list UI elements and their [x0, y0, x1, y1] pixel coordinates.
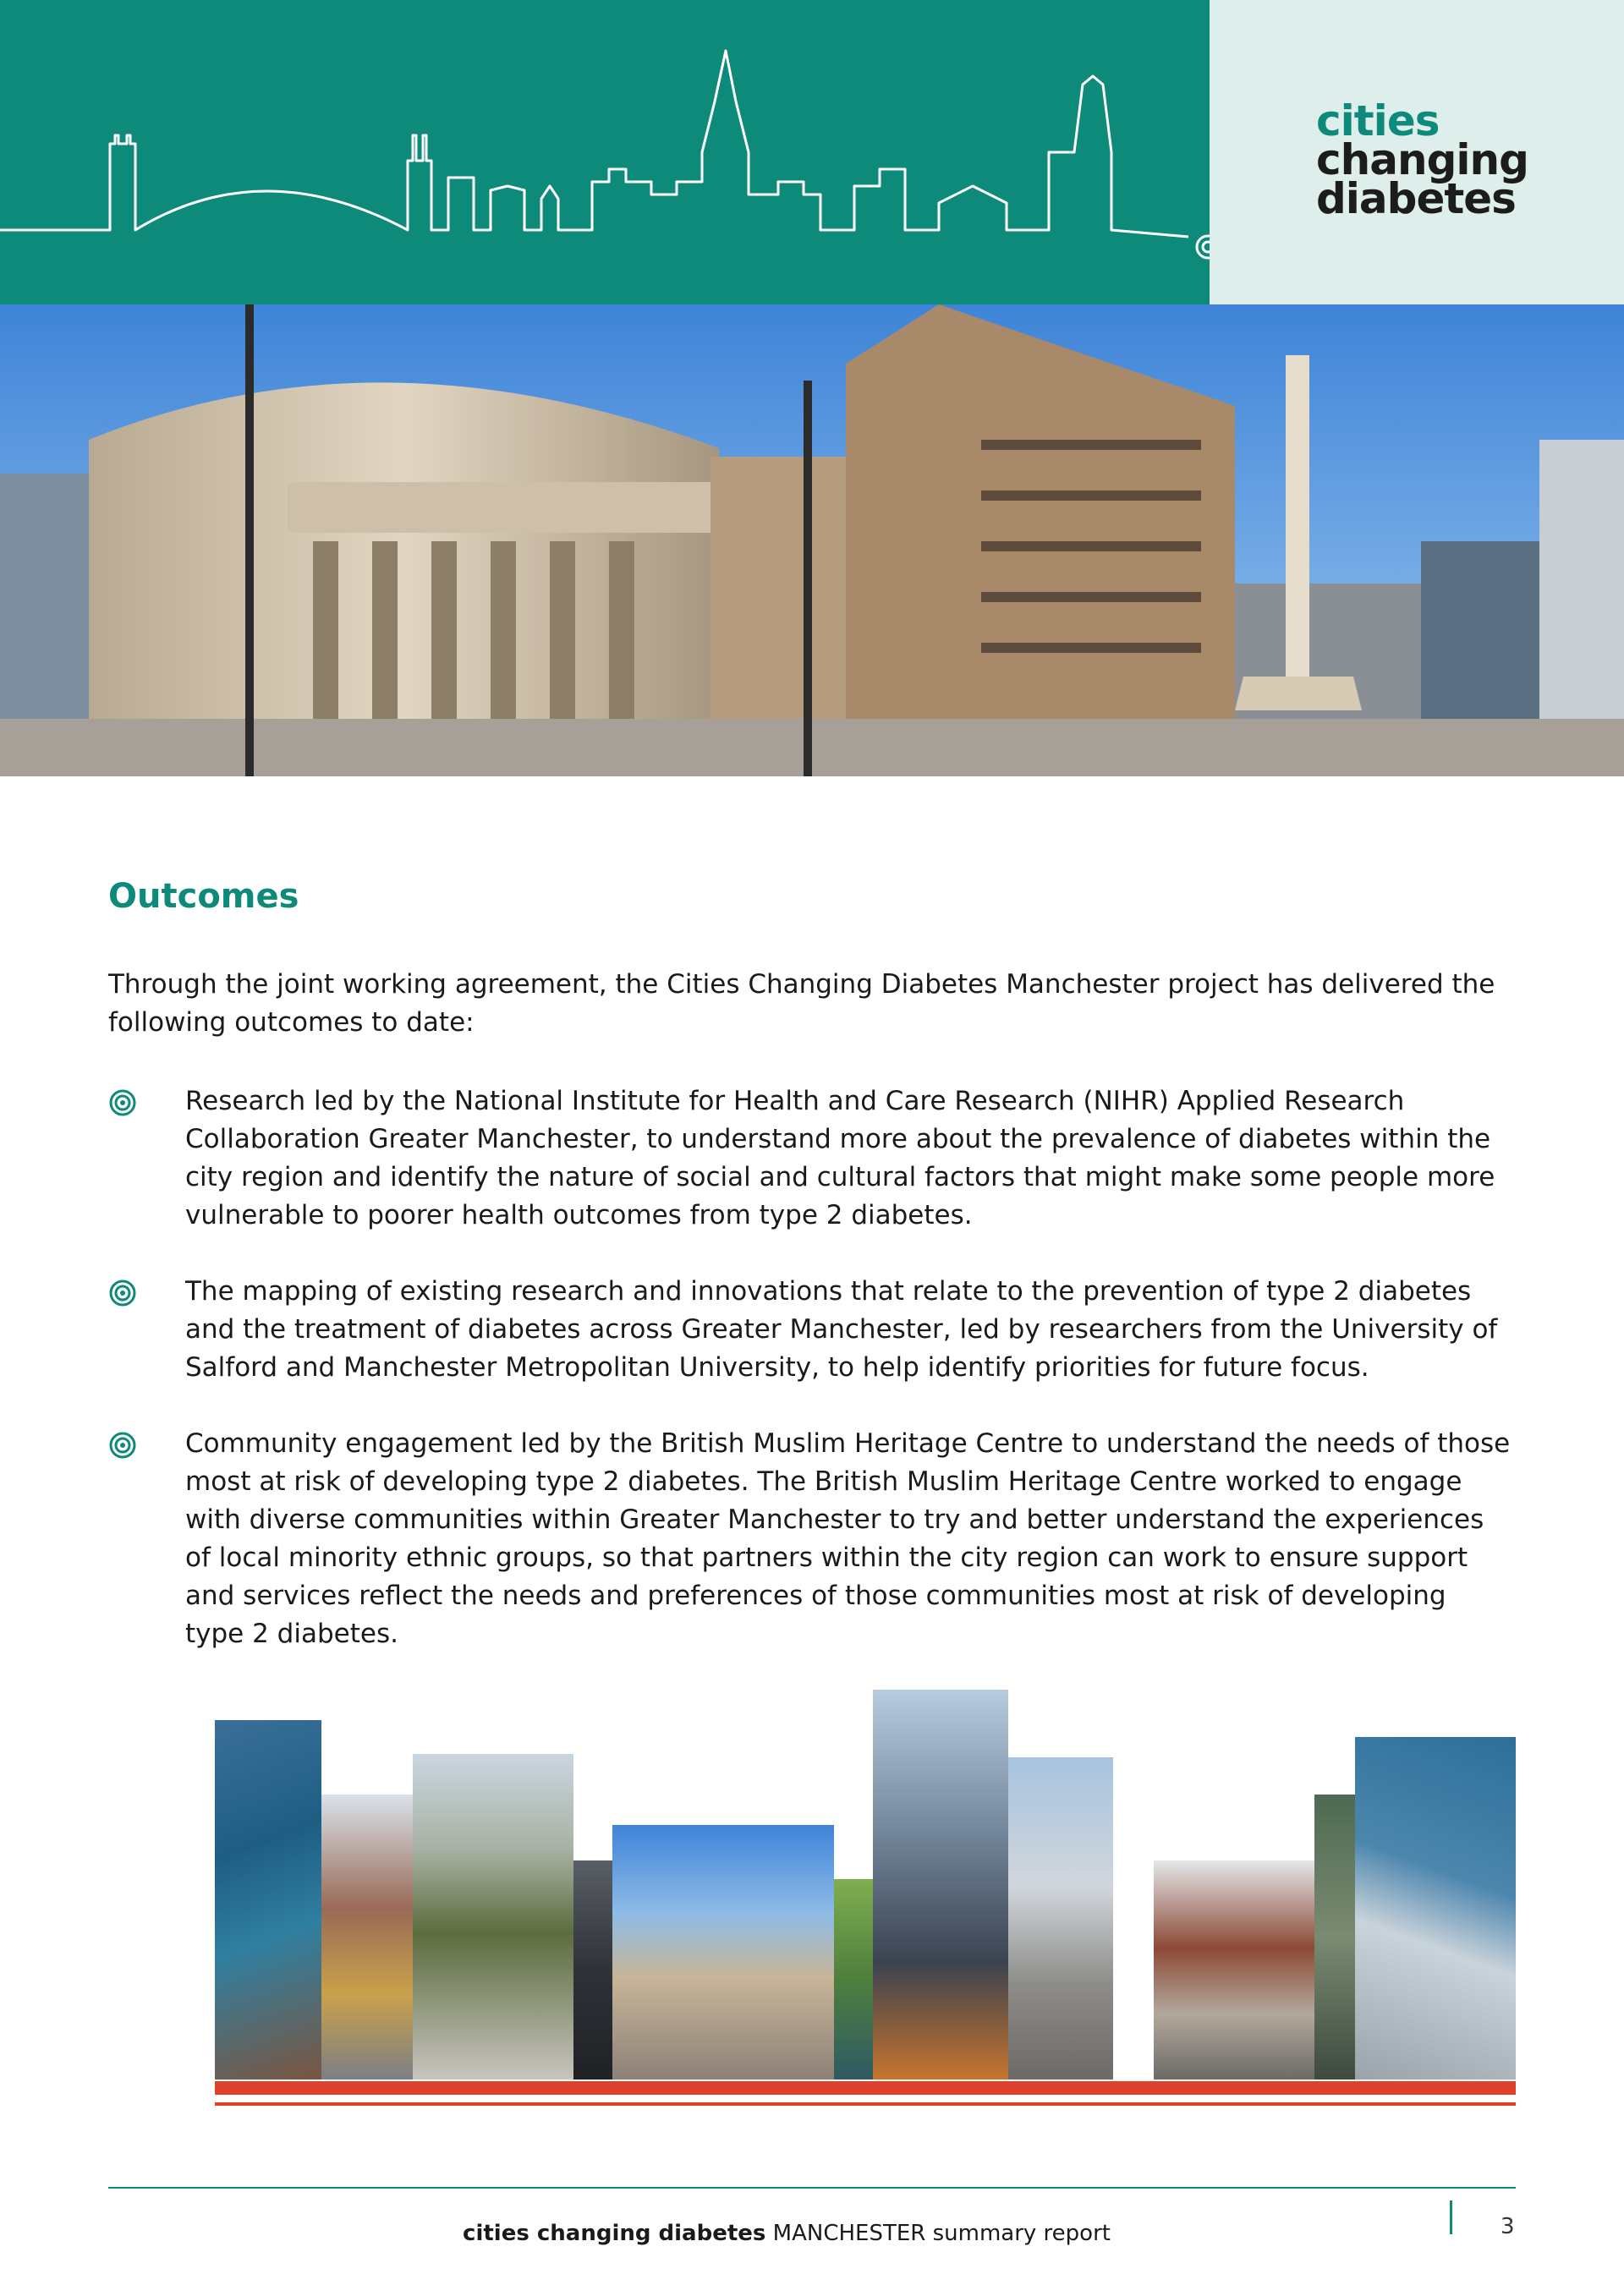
- collage-photo-canal: [834, 1879, 873, 2080]
- footer-brand: cities changing diabetes: [463, 2221, 766, 2246]
- list-item-text: Community engagement led by the British Muslim Heritage Centre to understand the needs of those most at risk of developing type 2 diabetes. The British Muslim Heritage Centre worked to engage with diverse communities within Greater Manchester to try and better understand the experiences of local minority ethnic groups, so that partners within the city region can work to ensure support and services reflect the needs and preferences of those communities most at risk of developing type 2 diabetes.: [185, 1428, 1511, 1649]
- collage-photo-skyscraper: [1355, 1737, 1516, 2080]
- red-stripe: [215, 2081, 1516, 2095]
- brand-logo: [1316, 96, 1528, 223]
- target-bullet-icon: [108, 1088, 137, 1117]
- header-band: [0, 0, 1210, 304]
- footer-rule: [108, 2187, 1516, 2189]
- intro-paragraph: Through the joint working agreement, the Cities Changing Diabetes Manchester project has delivered the following outcomes to date:: [108, 969, 1495, 1038]
- logo-line-diabetes: diabetes: [1316, 174, 1516, 223]
- list-item-text: The mapping of existing research and innovations that relate to the prevention of type 2 diabetes and the treatment of diabetes across Greater Manchester, led by researchers from the University of Salford and Manchester Metropolitan University, to help identify priorities for future focus.: [185, 1276, 1498, 1383]
- collage-photo-tram: [321, 1795, 413, 2080]
- list-item: [108, 1425, 1512, 1653]
- footer-title: [0, 2221, 1573, 2246]
- list-item-text: Research led by the National Institute for Health and Care Research (NIHR) Applied Research Collaboration Greater Manchester, to understand more about the prevalence of diabetes within the city region and identify the nature of social and cultural factors that might make some people more vulnerable to poorer health outcomes from type 2 diabetes.: [185, 1086, 1495, 1230]
- target-bullet-icon: [108, 1431, 137, 1460]
- collage-photo-bee-bollard: [573, 1860, 612, 2080]
- list-item: [108, 1082, 1512, 1235]
- collage-photo-brick-street: [1154, 1860, 1314, 2080]
- red-stripe-thin: [215, 2102, 1516, 2106]
- photo-collage: [215, 1690, 1516, 2112]
- collage-photo-aerial: [1314, 1795, 1355, 2080]
- skyline-outline: [0, 34, 1210, 288]
- collage-photo-signpost: [215, 1720, 321, 2080]
- page-number: 3: [1501, 2214, 1515, 2239]
- logo-line-changing: changing: [1316, 135, 1528, 184]
- target-bullet-icon: [108, 1279, 137, 1307]
- footer-divider: [1450, 2200, 1452, 2234]
- logo-panel: [1210, 0, 1624, 304]
- collage-photo-library: [612, 1825, 834, 2080]
- collage-photo-tower: [873, 1690, 1008, 2080]
- hero-photo: [0, 304, 1624, 776]
- outcomes-section: [108, 871, 1512, 1691]
- footer-report-name: MANCHESTER summary report: [765, 2221, 1111, 2246]
- list-item: [108, 1273, 1512, 1387]
- section-heading: Outcomes: [108, 877, 299, 916]
- collage-photo-tram-lines: [1008, 1757, 1113, 2080]
- collage-photo-street: [413, 1754, 573, 2080]
- outcomes-list: [108, 1082, 1512, 1653]
- logo-line-cities: cities: [1316, 96, 1440, 145]
